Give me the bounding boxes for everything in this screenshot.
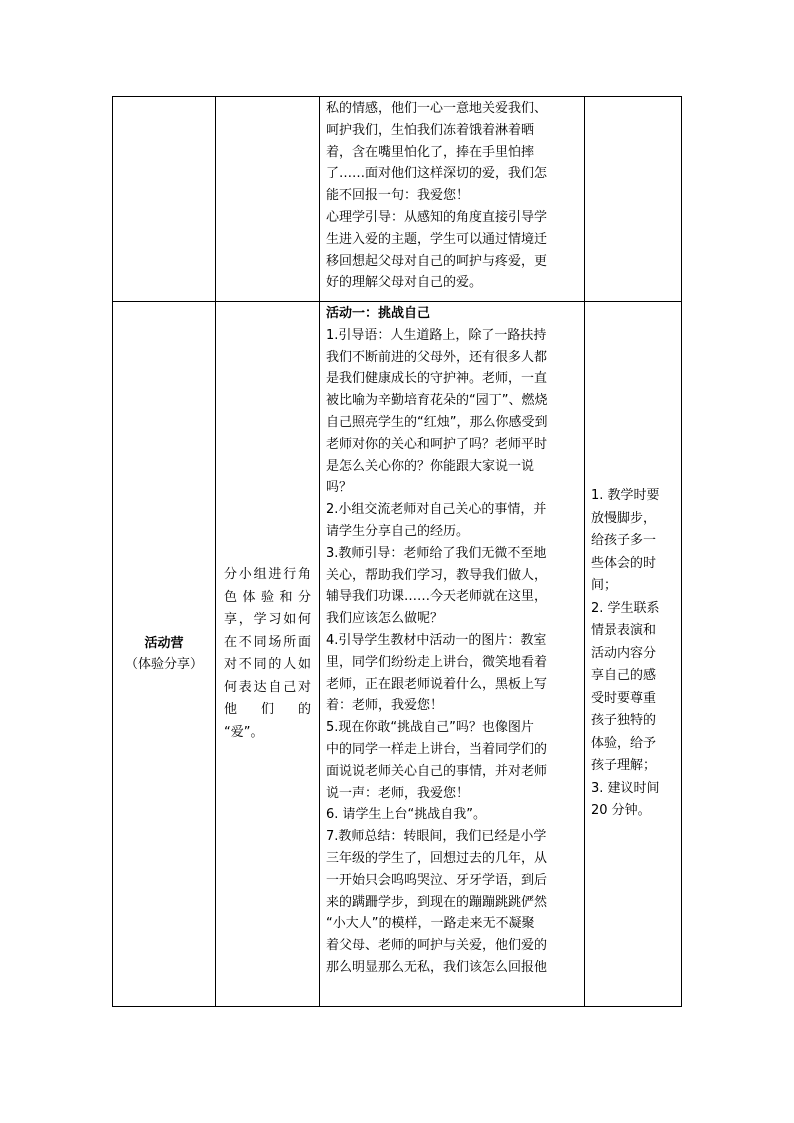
- note-line: 享自己的感: [591, 668, 657, 684]
- content-line: 被比喻为辛勤培育花朵的“园丁”、燃烧: [326, 393, 548, 409]
- content-line: 3.教师引导：老师给了我们无微不至地: [326, 545, 547, 561]
- content-line: 呵护我们，生怕我们冻着饿着淋着晒: [326, 122, 535, 138]
- content-line: 老师，正在跟老师说着什么，黑板上写: [326, 676, 548, 692]
- teaching-notes-cell: [585, 302, 682, 1007]
- content-line: 中的同学一样走上讲台，当着同学们的: [326, 741, 548, 757]
- note-line: 间；: [591, 578, 618, 594]
- content-line: 是我们健康成长的守护神。老师，一直: [326, 371, 548, 387]
- content-line: 面说说老师关心自己的事情，并对老师: [326, 763, 548, 779]
- content-line: 5.现在你敢“挑战自己”吗？也像图片: [326, 720, 534, 736]
- note-line: 给孩子多一: [591, 533, 657, 549]
- content-line: 着：老师，我爱您！: [326, 698, 444, 714]
- content-line: 是怎么关心你的？你能跟大家说一说: [326, 458, 535, 474]
- goal-line: “爱”。: [224, 724, 264, 740]
- content-line: 好的理解父母对自己的爱。: [326, 275, 483, 291]
- content-line: 三年级的学生了，回想过去的几年，从: [326, 850, 548, 866]
- content-line: 我们不断前进的父母外，还有很多人都: [326, 349, 548, 365]
- row1-content-cell: [320, 97, 585, 302]
- note-line: 1. 教学时要: [591, 488, 660, 504]
- goal-line: 他 们 的: [224, 702, 311, 717]
- content-line: 老师对你的关心和呵护了吗？老师平时: [326, 436, 548, 452]
- goal-line: 分小组进行角: [224, 567, 311, 582]
- content-line: 私的情感，他们一心一意地关爱我们、: [326, 101, 548, 116]
- content-line: 吗？: [326, 480, 353, 496]
- activity-title: 活动营: [144, 636, 184, 651]
- goal-line: 何表达自己对: [224, 679, 311, 695]
- note-line: 活动内容分: [591, 645, 657, 661]
- content-line: 7.教师总结：转眼间，我们已经是小学: [326, 829, 547, 845]
- activity-subtitle: （体验分享）: [124, 657, 203, 672]
- lesson-plan-table: [112, 96, 682, 1007]
- note-line: 20 分钟。: [591, 803, 651, 819]
- note-line: 情景表演和: [591, 623, 657, 639]
- note-line: 体验，给予: [591, 735, 657, 751]
- content-line: 关心，帮助我们学习，教导我们做人，: [326, 567, 548, 583]
- content-line: 一开始只会呜呜哭泣、牙牙学语，到后: [326, 872, 548, 888]
- content-line: 我们应该怎么做呢？: [326, 611, 444, 627]
- note-line: 放慢脚步，: [591, 510, 657, 526]
- row1-col1-cell: [113, 97, 216, 302]
- content-line: 6. 请学生上台“挑战自我”。: [326, 807, 487, 823]
- activity-heading: 活动一：挑战自己: [326, 306, 431, 321]
- content-line: 生进入爱的主题，学生可以通过情境迁: [326, 231, 548, 247]
- activity-title-cell: [113, 302, 216, 1007]
- goal-line: 对不同的人如: [224, 657, 311, 672]
- note-line: 2. 学生联系: [591, 600, 660, 616]
- content-line: 里，同学们纷纷走上讲台，微笑地看着: [326, 654, 548, 670]
- content-line: 着，含在嘴里怕化了，捧在手里怕摔: [326, 144, 535, 160]
- content-line: 1.引导语：人生道路上，除了一路扶持: [326, 327, 547, 343]
- note-line: 受时要尊重: [591, 690, 657, 706]
- goal-line: 色体验和分: [224, 589, 311, 605]
- row1-col4-cell: [585, 97, 682, 302]
- content-line: 心理学引导：从感知的角度直接引导学: [326, 209, 548, 225]
- content-line: 着父母、老师的呵护与关爱，他们爱的: [326, 938, 548, 954]
- content-line: 能不回报一句：我爱您！: [326, 188, 470, 204]
- content-line: 2.小组交流老师对自己关心的事情，并: [326, 502, 547, 518]
- table-row: [113, 97, 682, 302]
- note-line: 孩子独特的: [591, 713, 657, 729]
- content-line: 自己照亮学生的“红烛”，那么你感受到: [326, 414, 548, 430]
- table-row: [113, 302, 682, 1007]
- goal-line: 在不同场所面: [224, 634, 311, 650]
- note-line: 孩子理解；: [591, 758, 657, 774]
- content-line: 了……面对他们这样深切的爱，我们怎: [326, 166, 548, 182]
- content-line: 说一声：老师，我爱您！: [326, 785, 470, 801]
- content-line: “小大人”的模样，一路走来无不凝聚: [326, 916, 535, 932]
- note-line: 3. 建议时间: [591, 780, 660, 796]
- content-line: 移回想起父母对自己的呵护与疼爱，更: [326, 253, 548, 269]
- content-line: 来的蹒跚学步，到现在的蹦蹦跳跳俨然: [326, 894, 548, 910]
- activity-content-cell: [320, 302, 585, 1007]
- note-line: 些体会的时: [591, 555, 657, 571]
- content-line: 请学生分享自己的经历。: [326, 523, 470, 539]
- content-line: 4.引导学生教材中活动一的图片：教室: [326, 632, 547, 648]
- activity-goal-cell: [216, 302, 320, 1007]
- content-line: 那么明显那么无私，我们该怎么回报他: [326, 959, 548, 975]
- row1-col2-cell: [216, 97, 320, 302]
- content-line: 辅导我们功课……今天老师就在这里，: [326, 589, 548, 605]
- goal-line: 享，学习如何: [224, 612, 311, 627]
